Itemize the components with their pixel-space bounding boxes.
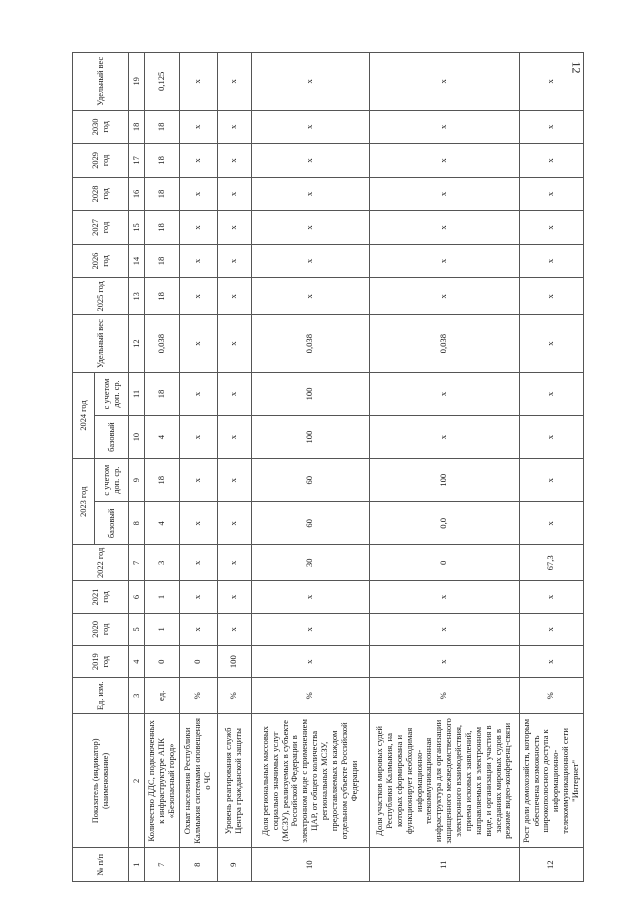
value-cell: 0	[179, 646, 217, 678]
col-number: 14	[129, 244, 145, 278]
value-cell: х	[217, 581, 251, 613]
value-cell: 18	[145, 278, 180, 315]
table-body	[145, 53, 584, 882]
unit-cell: %	[519, 678, 583, 714]
value-cell: х	[519, 372, 583, 415]
value-cell: х	[217, 211, 251, 245]
header-num: № п/п	[73, 848, 129, 882]
value-cell: 3	[145, 545, 180, 581]
value-cell: х	[519, 244, 583, 278]
header-indicator: Показатель (индикатор) (наименование)	[73, 714, 129, 848]
value-cell: х	[251, 613, 369, 645]
value-cell: 100	[369, 459, 519, 502]
value-cell: х	[519, 459, 583, 502]
header-2023-base: базовый	[95, 502, 129, 545]
value-cell: 0,125	[145, 53, 180, 111]
value-cell: 0	[145, 646, 180, 678]
col-number: 1	[129, 848, 145, 882]
value-cell: х	[369, 177, 519, 211]
value-cell: х	[369, 646, 519, 678]
header-2021: 2021 год	[73, 581, 129, 613]
value-cell: х	[217, 177, 251, 211]
value-cell: х	[519, 110, 583, 144]
value-cell: 4	[145, 416, 180, 459]
header-2027: 2027 год	[73, 211, 129, 245]
table-row	[179, 53, 217, 882]
value-cell: х	[217, 110, 251, 144]
value-cell: х	[179, 177, 217, 211]
value-cell: х	[217, 144, 251, 178]
header-unit: Ед. изм.	[73, 678, 129, 714]
indicator-name-cell: Уровень реагирования служб Центра гражданской защиты	[217, 714, 251, 848]
header-weight: Удельный вес	[73, 315, 129, 373]
value-cell: 18	[145, 244, 180, 278]
value-cell: 67,3	[519, 545, 583, 581]
table-row	[369, 53, 519, 882]
value-cell: х	[179, 211, 217, 245]
value-cell: х	[217, 244, 251, 278]
value-cell: х	[179, 315, 217, 373]
value-cell: х	[519, 502, 583, 545]
col-number: 3	[129, 678, 145, 714]
value-cell: х	[217, 372, 251, 415]
col-number: 5	[129, 613, 145, 645]
value-cell: х	[369, 278, 519, 315]
unit-cell: %	[251, 678, 369, 714]
value-cell: х	[179, 278, 217, 315]
unit-cell: ед.	[145, 678, 180, 714]
value-cell: х	[369, 53, 519, 111]
value-cell: 4	[145, 502, 180, 545]
value-cell: х	[369, 211, 519, 245]
value-cell: 60	[251, 502, 369, 545]
table-row	[519, 53, 583, 882]
value-cell: х	[369, 581, 519, 613]
indicator-name-cell: Доля участков мировых судей Республики Калмыкия, на которых сформирована и функционирует необходимая информационно-телекоммуникационная инфраструктура для организации защищенного межведомственного электронного взаимодействия, приема исковых заявлений, направляемых в электронном виде, и организации участия в заседаниях мировых судов в режиме видео-конференц-связи	[369, 714, 519, 848]
value-cell: 0,038	[369, 315, 519, 373]
value-cell: 0,038	[145, 315, 180, 373]
value-cell: х	[369, 613, 519, 645]
col-number: 7	[129, 545, 145, 581]
col-number: 6	[129, 581, 145, 613]
col-number: 15	[129, 211, 145, 245]
indicator-name-cell: Доля региональных массовых социально значимых услуг (МСЗУ), реализуемых в субъекте Российской Федерации в электронном виде с применением ЦАР, от общего количества региональных МСЗУ, предоставляемых в каждом отдельном субъекте Российской Федерации	[251, 714, 369, 848]
value-cell: х	[217, 545, 251, 581]
value-cell: 18	[145, 211, 180, 245]
col-number: 2	[129, 714, 145, 848]
header-2022: 2022 год	[73, 545, 129, 581]
value-cell: х	[369, 144, 519, 178]
col-number: 8	[129, 502, 145, 545]
header-2023: 2023 год	[73, 459, 95, 545]
indicator-name-cell: Охват населения Республики Калмыкия системами оповещения о ЧС	[179, 714, 217, 848]
header-2023-extra: с учетом доп. ср.	[95, 459, 129, 502]
value-cell: х	[179, 545, 217, 581]
row-number-cell: 8	[179, 848, 217, 882]
value-cell: х	[369, 416, 519, 459]
col-number: 9	[129, 459, 145, 502]
row-number-cell: 7	[145, 848, 180, 882]
value-cell: 60	[251, 459, 369, 502]
value-cell: 18	[145, 177, 180, 211]
value-cell: х	[217, 613, 251, 645]
unit-cell: %	[369, 678, 519, 714]
value-cell: х	[179, 53, 217, 111]
header-2029: 2029 год	[73, 144, 129, 178]
header-2024-extra: с учетом доп. ср.	[95, 372, 129, 415]
value-cell: х	[519, 646, 583, 678]
header-weight-2: Удельный вес	[73, 53, 129, 111]
value-cell: х	[519, 613, 583, 645]
col-number: 4	[129, 646, 145, 678]
value-cell: х	[179, 459, 217, 502]
header-2019: 2019 год	[73, 646, 129, 678]
value-cell: х	[179, 144, 217, 178]
value-cell: 100	[217, 646, 251, 678]
header-2020: 2020 год	[73, 613, 129, 645]
header-2028: 2028 год	[73, 177, 129, 211]
indicator-name-cell: Рост доли домохозяйств, которым обеспечена возможность широкополосного доступа к информационно-телекоммуникационной сети "Интернет"	[519, 714, 583, 848]
value-cell: х	[251, 177, 369, 211]
value-cell: х	[251, 53, 369, 111]
col-number: 16	[129, 177, 145, 211]
value-cell: 18	[145, 144, 180, 178]
value-cell: 18	[145, 110, 180, 144]
col-number: 11	[129, 372, 145, 415]
rotated-table-container	[72, 52, 580, 882]
value-cell: х	[217, 459, 251, 502]
unit-cell: %	[217, 678, 251, 714]
indicators-table	[72, 52, 584, 882]
value-cell: х	[251, 244, 369, 278]
col-number: 17	[129, 144, 145, 178]
value-cell: х	[251, 211, 369, 245]
header-2030: 2030 год	[73, 110, 129, 144]
value-cell: 1	[145, 613, 180, 645]
value-cell: х	[519, 416, 583, 459]
value-cell: 18	[145, 372, 180, 415]
value-cell: х	[179, 613, 217, 645]
value-cell: х	[251, 581, 369, 613]
value-cell: х	[369, 372, 519, 415]
value-cell: х	[369, 244, 519, 278]
value-cell: 0,038	[251, 315, 369, 373]
row-number-cell: 11	[369, 848, 519, 882]
header-2026: 2026 год	[73, 244, 129, 278]
col-number: 13	[129, 278, 145, 315]
value-cell: х	[519, 53, 583, 111]
column-number-row	[129, 53, 145, 882]
table-row	[145, 53, 180, 882]
value-cell: х	[251, 144, 369, 178]
value-cell: 1	[145, 581, 180, 613]
value-cell: х	[251, 646, 369, 678]
value-cell: х	[251, 278, 369, 315]
value-cell: х	[519, 278, 583, 315]
value-cell: х	[217, 53, 251, 111]
page-number: 12	[569, 61, 584, 74]
col-number: 12	[129, 315, 145, 373]
value-cell: х	[217, 502, 251, 545]
value-cell: х	[519, 315, 583, 373]
value-cell: 100	[251, 416, 369, 459]
value-cell: х	[519, 581, 583, 613]
row-number-cell: 10	[251, 848, 369, 882]
value-cell: х	[179, 416, 217, 459]
table-row	[251, 53, 369, 882]
value-cell: х	[179, 502, 217, 545]
row-number-cell: 9	[217, 848, 251, 882]
value-cell: 100	[251, 372, 369, 415]
value-cell: х	[251, 110, 369, 144]
value-cell: х	[179, 110, 217, 144]
value-cell: х	[179, 244, 217, 278]
header-2024-base: базовый	[95, 416, 129, 459]
value-cell: х	[179, 372, 217, 415]
value-cell: х	[217, 416, 251, 459]
value-cell: 18	[145, 459, 180, 502]
value-cell: х	[179, 581, 217, 613]
value-cell: х	[519, 211, 583, 245]
value-cell: 0	[369, 545, 519, 581]
value-cell: 30	[251, 545, 369, 581]
value-cell: х	[369, 110, 519, 144]
row-number-cell: 12	[519, 848, 583, 882]
table-row	[217, 53, 251, 882]
col-number: 10	[129, 416, 145, 459]
value-cell: 0,0	[369, 502, 519, 545]
value-cell: х	[217, 278, 251, 315]
header-2025: 2025 год	[73, 278, 129, 315]
col-number: 18	[129, 110, 145, 144]
value-cell: х	[217, 315, 251, 373]
value-cell: х	[519, 177, 583, 211]
header-2024: 2024 год	[73, 372, 95, 458]
value-cell: х	[519, 144, 583, 178]
col-number: 19	[129, 53, 145, 111]
unit-cell: %	[179, 678, 217, 714]
indicator-name-cell: Количество ДДС, подключенных к инфраструктуре АПК «Безопасный город»	[145, 714, 180, 848]
